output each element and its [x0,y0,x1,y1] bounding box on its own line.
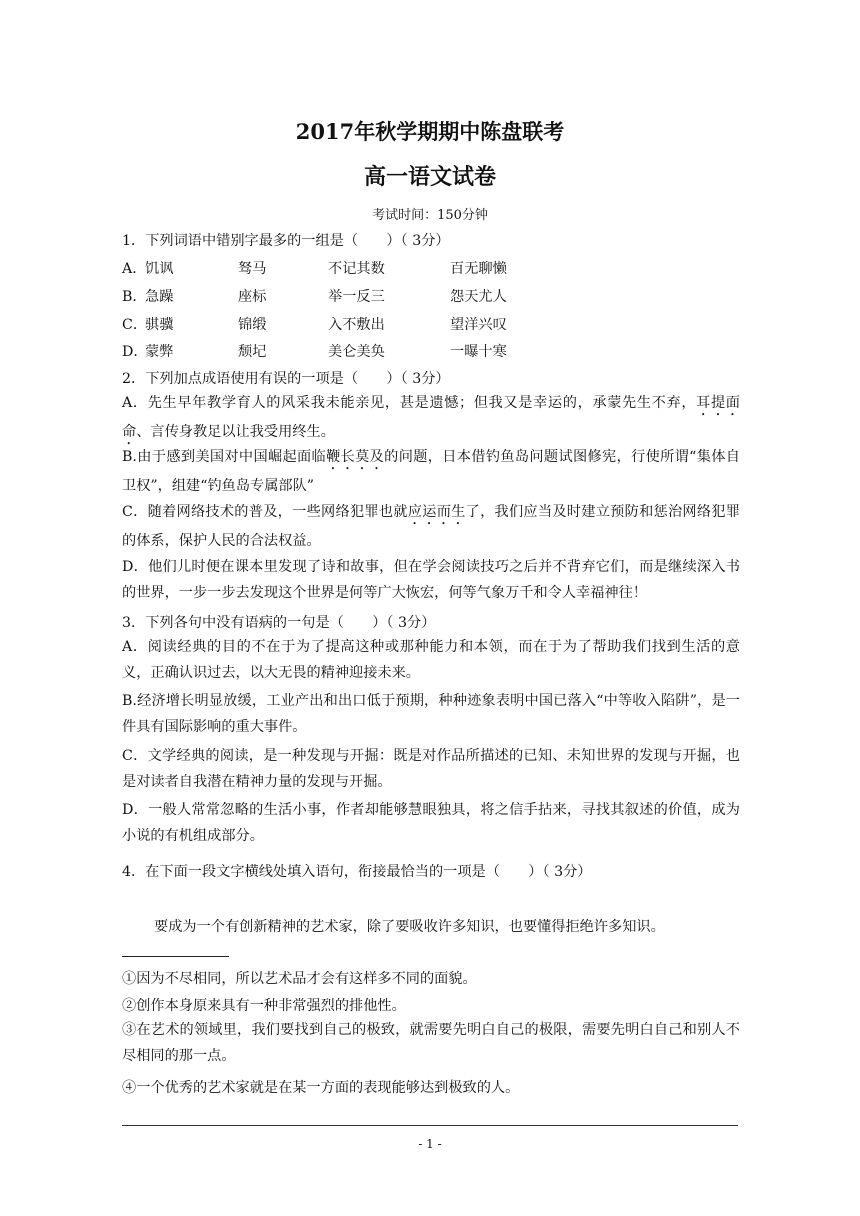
q4-item-4: ④一个优秀的艺术家就是在某一方面的表现能够达到极致的人。 [122,1080,520,1096]
option-letter: A． [122,261,147,277]
q4-stem: 4．在下面一段文字横线处填入语句，衔接最恰当的一项是（ ）（ 3分） [122,864,592,880]
q4-item-3: ③在艺术的领域里，我们要找到自己的极致，就需要先明白自己的极限，需要先明白自己和别人不尽相同的那一点。 [122,1022,740,1064]
q1-stem: 1．下列词语中错别字最多的一组是（ ）（ 3分） [122,233,450,249]
option-word: 驽马 [238,261,267,277]
option-word: 骐骥 [145,317,174,333]
exam-subtitle: 高一语文试卷 [363,164,496,190]
option-letter: C． [122,317,148,333]
q2-option-b [122,444,740,499]
q3-option-b: B.经济增长明显放缓，工业产出和出口低于预期，种种迹象表明中国已落入“中等收入陷阱”，是一件具有国际影响的重大事件。 [122,693,740,735]
q4-item-2: ②创作本身原来具有一种非常强烈的排他性。 [122,998,406,1014]
option-word: 饥讽 [145,261,174,277]
option-text: B.由于感到美国对中国崛起面临 [122,449,327,465]
dotted-idiom: 鞭长莫及 [326,449,385,465]
option-word: 一曝十寒 [450,344,507,360]
exam-title: 2017年秋学期期中陈盘联考 [295,119,565,144]
option-word: 急躁 [145,289,174,305]
q3-option-d: D．一般人常常忽略的生活小事，作者却能够慧眼独具，将之信手拈来，寻找其叙述的价值，成为小说的有机组成部分。 [122,802,740,844]
option-word: 望洋兴叹 [450,317,507,333]
answer-blank-line [122,956,229,957]
footer-divider [122,1125,738,1126]
option-text: C．随着网络技术的普及，一些网络犯罪也就 [122,504,408,520]
option-text: 的问题，日本借钓鱼岛问题试图修宪，行使所谓“集体自卫权”，组建“钓鱼岛专属部队” [122,449,740,494]
option-text: 、言传身教足以让我受用终生。 [136,424,335,440]
page-number: - 1 - [418,1137,442,1151]
exam-time: 考试时间：150分钟 [372,208,488,223]
q2-option-c [122,499,740,554]
option-word: 举一反三 [328,289,385,305]
q3-stem: 3．下列各句中没有语病的一句是（ ）（ 3分） [122,615,436,631]
dotted-idiom: 耳提面命 [122,395,740,440]
option-word: 入不敷出 [328,317,385,333]
option-letter: B． [122,289,147,305]
q4-passage: 要成为一个有创新精神的艺术家，除了要吸收许多知识，也要懂得拒绝许多知识。 [154,919,665,935]
option-word: 美仑美奂 [328,344,385,360]
q2-option-d: D．他们儿时便在课本里发现了诗和故事，但在学会阅读技巧之后并不背弃它们，而是继续深入书的世界，一步一步去发现这个世界是何等广大恢宏，何等气象万千和令人幸福神往！ [122,559,740,601]
option-word: 颓圮 [238,344,267,360]
q4-item-1: ①因为不尽相同，所以艺术品才会有这样多不同的面貌。 [122,971,477,987]
option-word: 不记其数 [328,261,385,277]
option-letter: D． [122,344,148,360]
option-word: 百无聊懒 [450,261,507,277]
option-text: 了，我们应当及时建立预防和惩治网络犯罪的体系，保护人民的合法权益。 [122,504,740,549]
dotted-idiom: 应运而生 [407,504,466,520]
option-word: 座标 [238,289,267,305]
q3-option-a: A．阅读经典的目的不在于为了提高这种或那种能力和本领，而在于为了帮助我们找到生活的意义，正确认识过去，以大无畏的精神迎接未来。 [122,639,740,681]
option-text: A．先生早年教学育人的风采我未能亲见，甚是遗憾；但我又是幸运的，承蒙先生不弃， [122,395,697,411]
option-word: 锦缎 [238,317,267,333]
option-word: 怨天尤人 [450,289,507,305]
q2-stem: 2．下列加点成语使用有误的一项是（ ）（ 3分） [122,371,450,387]
option-word: 蒙弊 [145,344,174,360]
q2-option-a [122,390,740,448]
q3-option-c: C．文学经典的阅读，是一种发现与开掘：既是对作品所描述的已知、未知世界的发现与开掘，也是对读者自我潜在精神力量的发现与开掘。 [122,748,740,790]
